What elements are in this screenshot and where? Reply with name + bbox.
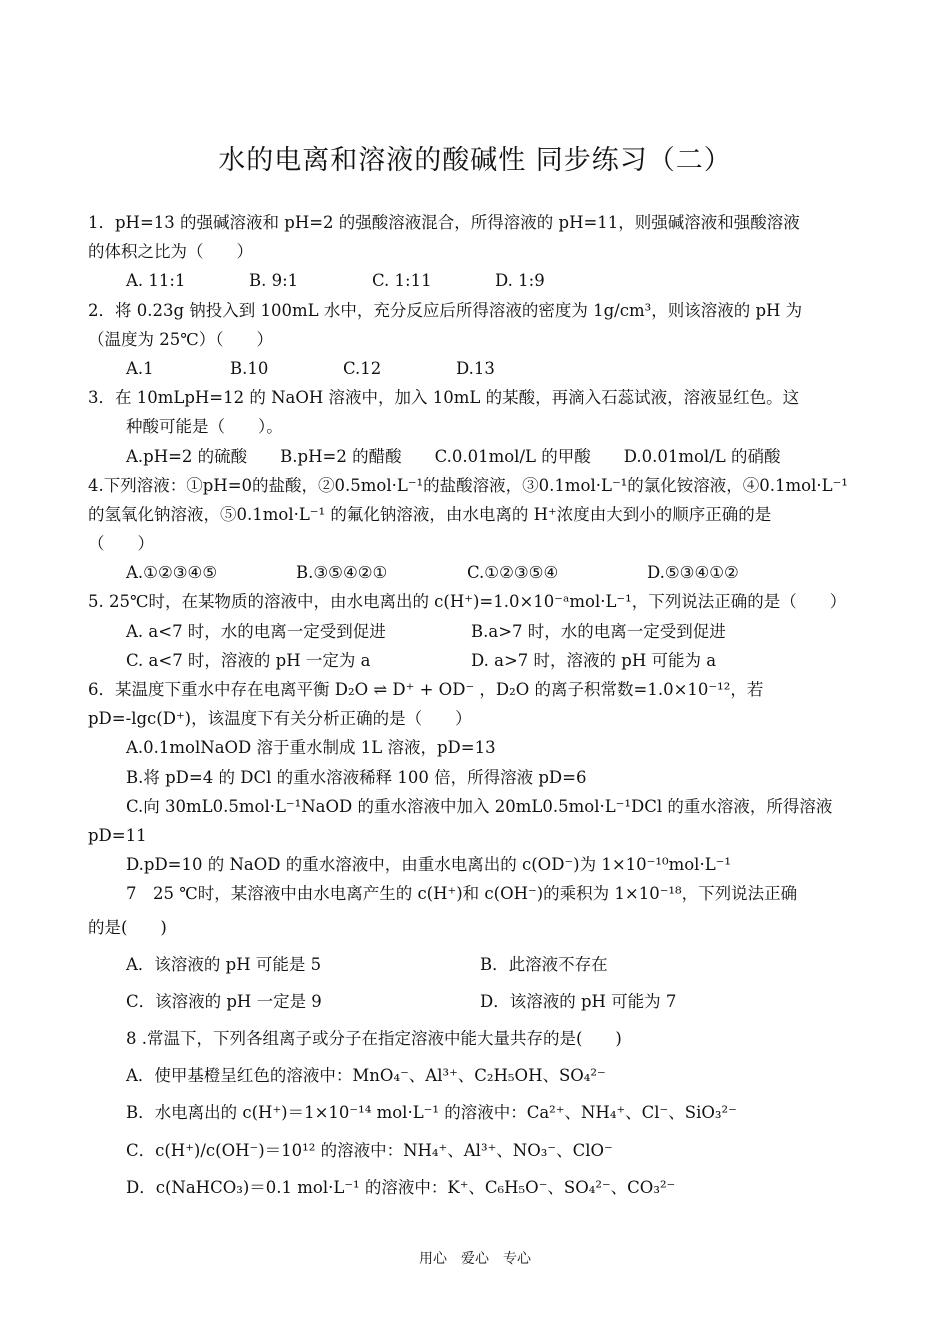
q7-option-b: B．此溶液不存在 <box>480 954 608 974</box>
q4-options <box>88 558 866 587</box>
q2-option-b: B.10 <box>230 358 269 378</box>
q4-option-d: D.⑤③④①② <box>647 563 739 583</box>
q6-stem-line2: pD=-lgc(D⁺)，该温度下有关分析正确的是（ ） <box>88 709 472 729</box>
q4-stem-line1: 4.下列溶液：①pH=0的盐酸，②0.5mol·L⁻¹的盐酸溶液，③0.1mol·L⁻¹的氯化铵溶液，④0.1mol·L⁻¹ <box>88 475 848 495</box>
q1-stem-line2: 的体积之比为（ ） <box>88 242 253 262</box>
q6-option-c-line1: C.向 30mL0.5mol·L⁻¹NaOD 的重水溶液中加入 20mL0.5mol·L⁻¹DCl 的重水溶液，所得溶液 <box>126 796 833 816</box>
q4-option-b: B.③⑤④②① <box>296 563 388 583</box>
q5-option-a: A. a<7 时，水的电离一定受到促进 <box>126 621 386 641</box>
q7-stem-line1: 7 25 ℃时，某溶液中由水电离产生的 c(H⁺)和 c(OH⁻)的乘积为 1×10⁻¹⁸，下列说法正确 <box>126 884 798 904</box>
q5-options-row1 <box>88 617 866 646</box>
q2-stem-line2: （温度为 25℃）（ ） <box>88 329 273 349</box>
q7-option-d: D．该溶液的 pH 可能为 7 <box>480 991 677 1011</box>
q2-stem-line1: 2．将 0.23g 钠投入到 100mL 水中，充分反应后所得溶液的密度为 1g/cm³，则该溶液的 pH 为 <box>88 300 803 320</box>
q8-stem-line1: 8 .常温下，下列各组离子或分子在指定溶液中能大量共存的是( ) <box>126 1029 622 1049</box>
q1-options <box>88 266 866 295</box>
q6-option-a: A.0.1molNaOD 溶于重水制成 1L 溶液，pD=13 <box>126 738 496 758</box>
q8-option-b: B．水电离出的 c(H⁺)＝1×10⁻¹⁴ mol·L⁻¹ 的溶液中：Ca²⁺、NH₄⁺、Cl⁻、SiO₃²⁻ <box>126 1103 737 1123</box>
q1-option-d: D. 1:9 <box>495 271 545 291</box>
q1-option-b: B. 9:1 <box>249 271 299 291</box>
q8-option-a: A．使甲基橙呈红色的溶液中：MnO₄⁻、Al³⁺、C₂H₅OH、SO₄²⁻ <box>126 1066 606 1086</box>
q2-option-a: A.1 <box>126 358 154 378</box>
q6-option-d: D.pD=10 的 NaOD 的重水溶液中，由重水电离出的 c(OD⁻)为 1×10⁻¹⁰mol·L⁻¹ <box>126 855 731 875</box>
q5-option-c: C. a<7 时，溶液的 pH 一定为 a <box>126 650 371 670</box>
q5-stem-line1: 5. 25℃时，在某物质的溶液中，由水电离出的 c(H⁺)=1.0×10⁻ᵃmol·L⁻¹，下列说法正确的是（ ） <box>88 592 847 612</box>
q3-stem-line1: 3．在 10mLpH=12 的 NaOH 溶液中，加入 10mL 的某酸，再滴入石蕊试液，溶液显红色。这 <box>88 388 800 408</box>
page-title: 水的电离和溶液的酸碱性 同步练习（二） <box>218 145 732 176</box>
q7-options-row1 <box>88 946 866 983</box>
q1-option-a: A. 11:1 <box>126 271 186 291</box>
q1-option-c: C. 1:11 <box>372 271 432 291</box>
q2-options <box>88 354 866 383</box>
q7-options-row2 <box>88 983 866 1020</box>
q6-option-b: B.将 pD=4 的 DCl 的重水溶液稀释 100 倍，所得溶液 pD=6 <box>126 767 587 787</box>
q5-options-row2 <box>88 646 866 675</box>
page-footer: 用心 爱心 专心 <box>419 1251 531 1267</box>
q4-option-c: C.①②③⑤④ <box>467 563 559 583</box>
q4-stem-line2: 的氢氧化钠溶液，⑤0.1mol·L⁻¹ 的氟化钠溶液，由水电离的 H⁺浓度由大到小的顺序正确的是 <box>88 504 772 524</box>
q5-option-b: B.a>7 时，水的电离一定受到促进 <box>471 621 726 641</box>
q8-option-d: D．c(NaHCO₃)＝0.1 mol·L⁻¹ 的溶液中：K⁺、C₆H₅O⁻、SO₄²⁻、CO₃²⁻ <box>126 1177 676 1197</box>
q1-stem-line1: 1．pH=13 的强碱溶液和 pH=2 的强酸溶液混合，所得溶液的 pH=11，则强碱溶液和强酸溶液 <box>88 213 800 232</box>
q6-option-c-line2: pD=11 <box>88 825 147 845</box>
q5-option-d: D. a>7 时，溶液的 pH 可能为 a <box>471 650 717 670</box>
question-list <box>88 208 866 1206</box>
q6-stem-line1: 6．某温度下重水中存在电离平衡 D₂O ⇌ D⁺ + OD⁻ ，D₂O 的离子积常数=1.0×10⁻¹²，若 <box>88 680 764 699</box>
q7-option-c: C．该溶液的 pH 一定是 9 <box>126 991 322 1011</box>
q2-option-c: C.12 <box>343 358 382 378</box>
q3-stem-line2: 种酸可能是（ ）。 <box>126 417 283 437</box>
q8-option-c: C．c(H⁺)/c(OH⁻)＝10¹² 的溶液中：NH₄⁺、Al³⁺、NO₃⁻、ClO⁻ <box>126 1140 613 1160</box>
q4-option-a: A.①②③④⑤ <box>126 563 218 583</box>
q2-option-d: D.13 <box>456 358 495 378</box>
q4-stem-line3: （ ） <box>88 534 154 554</box>
q7-option-a: A．该溶液的 pH 可能是 5 <box>126 954 322 974</box>
q3-options: A.pH=2 的硫酸 B.pH=2 的醋酸 C.0.01mol/L 的甲酸 D.0.01mol/L 的硝酸 <box>126 446 781 466</box>
q7-stem-line2: 的是( ) <box>88 917 167 937</box>
